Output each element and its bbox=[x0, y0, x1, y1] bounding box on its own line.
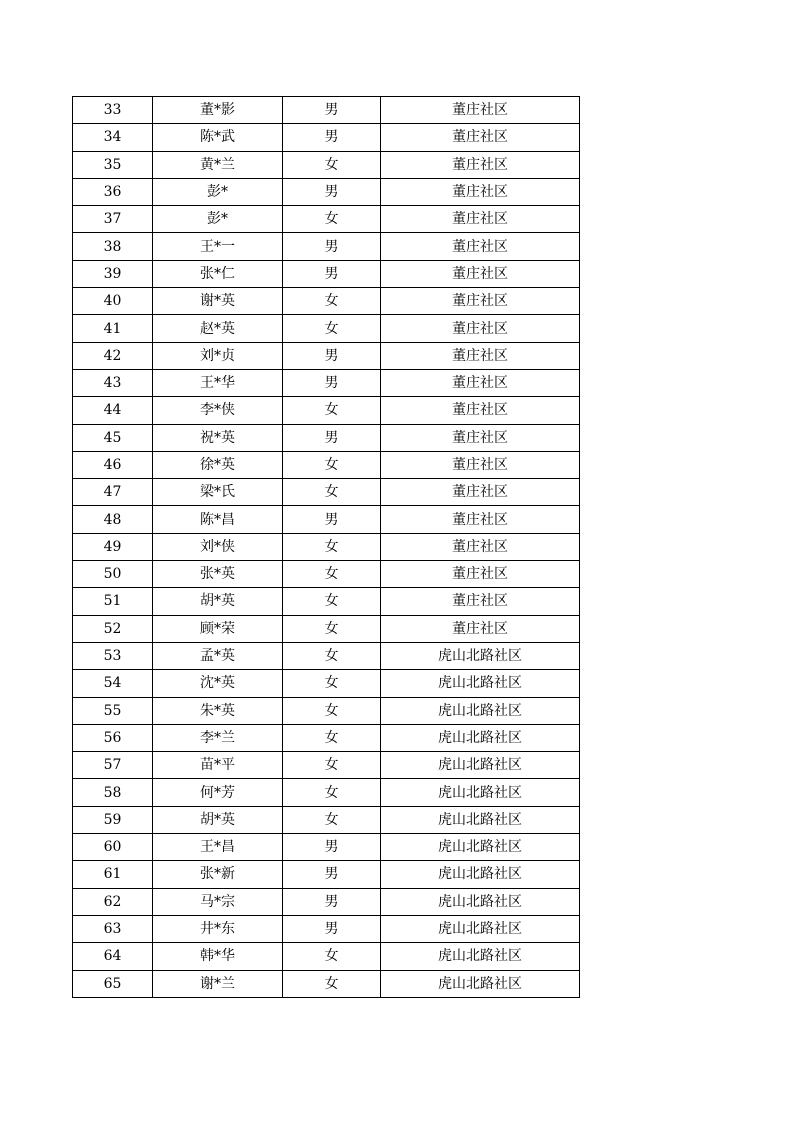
table-row bbox=[73, 397, 580, 424]
community-cell: 虎山北路社区 bbox=[381, 724, 580, 751]
gender-cell: 女 bbox=[283, 479, 381, 506]
gender-cell: 男 bbox=[283, 888, 381, 915]
name-cell: 马*宗 bbox=[153, 888, 283, 915]
name-cell: 顾*荣 bbox=[153, 615, 283, 642]
name-cell: 井*东 bbox=[153, 915, 283, 942]
row-number-cell: 45 bbox=[73, 424, 153, 451]
table-row bbox=[73, 861, 580, 888]
table-row bbox=[73, 260, 580, 287]
name-cell: 王*昌 bbox=[153, 834, 283, 861]
table-row bbox=[73, 943, 580, 970]
gender-cell: 男 bbox=[283, 124, 381, 151]
row-number-cell: 56 bbox=[73, 724, 153, 751]
community-cell: 董庄社区 bbox=[381, 206, 580, 233]
name-cell: 陈*武 bbox=[153, 124, 283, 151]
row-number-cell: 38 bbox=[73, 233, 153, 260]
table-row bbox=[73, 533, 580, 560]
row-number-cell: 64 bbox=[73, 943, 153, 970]
table-row bbox=[73, 424, 580, 451]
table-row bbox=[73, 288, 580, 315]
gender-cell: 男 bbox=[283, 861, 381, 888]
community-cell: 虎山北路社区 bbox=[381, 670, 580, 697]
name-cell: 祝*英 bbox=[153, 424, 283, 451]
table-row bbox=[73, 342, 580, 369]
name-cell: 胡*英 bbox=[153, 806, 283, 833]
table-row bbox=[73, 834, 580, 861]
community-cell: 虎山北路社区 bbox=[381, 806, 580, 833]
gender-cell: 女 bbox=[283, 288, 381, 315]
name-cell: 李*侠 bbox=[153, 397, 283, 424]
row-number-cell: 40 bbox=[73, 288, 153, 315]
community-cell: 董庄社区 bbox=[381, 124, 580, 151]
row-number-cell: 55 bbox=[73, 697, 153, 724]
gender-cell: 男 bbox=[283, 915, 381, 942]
gender-cell: 女 bbox=[283, 752, 381, 779]
row-number-cell: 50 bbox=[73, 561, 153, 588]
name-cell: 孟*英 bbox=[153, 642, 283, 669]
gender-cell: 女 bbox=[283, 943, 381, 970]
table-row bbox=[73, 888, 580, 915]
community-cell: 董庄社区 bbox=[381, 615, 580, 642]
table-row bbox=[73, 752, 580, 779]
gender-cell: 男 bbox=[283, 424, 381, 451]
gender-cell: 女 bbox=[283, 151, 381, 178]
name-cell: 梁*氏 bbox=[153, 479, 283, 506]
table-row bbox=[73, 206, 580, 233]
gender-cell: 女 bbox=[283, 588, 381, 615]
table-row bbox=[73, 697, 580, 724]
row-number-cell: 36 bbox=[73, 178, 153, 205]
gender-cell: 女 bbox=[283, 206, 381, 233]
row-number-cell: 43 bbox=[73, 369, 153, 396]
table-row bbox=[73, 451, 580, 478]
table-row bbox=[73, 615, 580, 642]
gender-cell: 女 bbox=[283, 806, 381, 833]
row-number-cell: 53 bbox=[73, 642, 153, 669]
community-cell: 董庄社区 bbox=[381, 315, 580, 342]
community-cell: 董庄社区 bbox=[381, 533, 580, 560]
community-cell: 虎山北路社区 bbox=[381, 888, 580, 915]
community-cell: 董庄社区 bbox=[381, 424, 580, 451]
name-cell: 谢*英 bbox=[153, 288, 283, 315]
community-cell: 董庄社区 bbox=[381, 288, 580, 315]
name-cell: 王*华 bbox=[153, 369, 283, 396]
community-cell: 董庄社区 bbox=[381, 97, 580, 124]
community-cell: 董庄社区 bbox=[381, 151, 580, 178]
row-number-cell: 60 bbox=[73, 834, 153, 861]
table-row bbox=[73, 479, 580, 506]
community-cell: 虎山北路社区 bbox=[381, 752, 580, 779]
name-cell: 董*影 bbox=[153, 97, 283, 124]
community-cell: 董庄社区 bbox=[381, 178, 580, 205]
gender-cell: 女 bbox=[283, 724, 381, 751]
community-cell: 董庄社区 bbox=[381, 506, 580, 533]
gender-cell: 女 bbox=[283, 779, 381, 806]
row-number-cell: 34 bbox=[73, 124, 153, 151]
name-cell: 彭* bbox=[153, 178, 283, 205]
row-number-cell: 35 bbox=[73, 151, 153, 178]
gender-cell: 男 bbox=[283, 233, 381, 260]
name-cell: 刘*贞 bbox=[153, 342, 283, 369]
community-cell: 董庄社区 bbox=[381, 561, 580, 588]
gender-cell: 男 bbox=[283, 369, 381, 396]
name-cell: 沈*英 bbox=[153, 670, 283, 697]
row-number-cell: 39 bbox=[73, 260, 153, 287]
name-cell: 何*芳 bbox=[153, 779, 283, 806]
community-cell: 虎山北路社区 bbox=[381, 943, 580, 970]
table-row bbox=[73, 315, 580, 342]
gender-cell: 男 bbox=[283, 342, 381, 369]
name-cell: 苗*平 bbox=[153, 752, 283, 779]
table-row bbox=[73, 178, 580, 205]
row-number-cell: 61 bbox=[73, 861, 153, 888]
community-cell: 虎山北路社区 bbox=[381, 642, 580, 669]
name-cell: 王*一 bbox=[153, 233, 283, 260]
community-cell: 董庄社区 bbox=[381, 451, 580, 478]
community-cell: 董庄社区 bbox=[381, 588, 580, 615]
table-row bbox=[73, 506, 580, 533]
gender-cell: 男 bbox=[283, 97, 381, 124]
table-row bbox=[73, 670, 580, 697]
row-number-cell: 47 bbox=[73, 479, 153, 506]
community-cell: 董庄社区 bbox=[381, 397, 580, 424]
name-cell: 李*兰 bbox=[153, 724, 283, 751]
gender-cell: 女 bbox=[283, 533, 381, 560]
gender-cell: 女 bbox=[283, 561, 381, 588]
row-number-cell: 33 bbox=[73, 97, 153, 124]
name-cell: 赵*英 bbox=[153, 315, 283, 342]
gender-cell: 男 bbox=[283, 834, 381, 861]
table-row bbox=[73, 915, 580, 942]
row-number-cell: 46 bbox=[73, 451, 153, 478]
community-cell: 董庄社区 bbox=[381, 479, 580, 506]
table-row bbox=[73, 724, 580, 751]
community-cell: 虎山北路社区 bbox=[381, 861, 580, 888]
row-number-cell: 62 bbox=[73, 888, 153, 915]
gender-cell: 女 bbox=[283, 615, 381, 642]
gender-cell: 女 bbox=[283, 642, 381, 669]
row-number-cell: 48 bbox=[73, 506, 153, 533]
row-number-cell: 44 bbox=[73, 397, 153, 424]
row-number-cell: 57 bbox=[73, 752, 153, 779]
name-cell: 刘*侠 bbox=[153, 533, 283, 560]
row-number-cell: 52 bbox=[73, 615, 153, 642]
community-cell: 虎山北路社区 bbox=[381, 779, 580, 806]
table-row bbox=[73, 642, 580, 669]
community-cell: 董庄社区 bbox=[381, 260, 580, 287]
table-row bbox=[73, 806, 580, 833]
name-cell: 黄*兰 bbox=[153, 151, 283, 178]
table-row bbox=[73, 97, 580, 124]
community-cell: 董庄社区 bbox=[381, 233, 580, 260]
row-number-cell: 41 bbox=[73, 315, 153, 342]
name-cell: 胡*英 bbox=[153, 588, 283, 615]
row-number-cell: 37 bbox=[73, 206, 153, 233]
table-row bbox=[73, 369, 580, 396]
community-cell: 虎山北路社区 bbox=[381, 697, 580, 724]
table-row bbox=[73, 779, 580, 806]
name-cell: 陈*昌 bbox=[153, 506, 283, 533]
row-number-cell: 58 bbox=[73, 779, 153, 806]
gender-cell: 女 bbox=[283, 970, 381, 997]
table-row bbox=[73, 561, 580, 588]
roster-table bbox=[72, 96, 580, 998]
row-number-cell: 42 bbox=[73, 342, 153, 369]
community-cell: 虎山北路社区 bbox=[381, 915, 580, 942]
table-row bbox=[73, 124, 580, 151]
roster-body bbox=[73, 97, 580, 998]
table-row bbox=[73, 588, 580, 615]
gender-cell: 女 bbox=[283, 397, 381, 424]
name-cell: 谢*兰 bbox=[153, 970, 283, 997]
name-cell: 张*英 bbox=[153, 561, 283, 588]
row-number-cell: 54 bbox=[73, 670, 153, 697]
table-row bbox=[73, 151, 580, 178]
row-number-cell: 65 bbox=[73, 970, 153, 997]
table-row bbox=[73, 970, 580, 997]
name-cell: 张*新 bbox=[153, 861, 283, 888]
table-row bbox=[73, 233, 580, 260]
gender-cell: 男 bbox=[283, 506, 381, 533]
gender-cell: 女 bbox=[283, 315, 381, 342]
name-cell: 朱*英 bbox=[153, 697, 283, 724]
gender-cell: 女 bbox=[283, 670, 381, 697]
row-number-cell: 51 bbox=[73, 588, 153, 615]
community-cell: 虎山北路社区 bbox=[381, 970, 580, 997]
name-cell: 彭* bbox=[153, 206, 283, 233]
gender-cell: 男 bbox=[283, 178, 381, 205]
community-cell: 虎山北路社区 bbox=[381, 834, 580, 861]
name-cell: 张*仁 bbox=[153, 260, 283, 287]
row-number-cell: 63 bbox=[73, 915, 153, 942]
gender-cell: 女 bbox=[283, 451, 381, 478]
gender-cell: 女 bbox=[283, 697, 381, 724]
name-cell: 韩*华 bbox=[153, 943, 283, 970]
gender-cell: 男 bbox=[283, 260, 381, 287]
name-cell: 徐*英 bbox=[153, 451, 283, 478]
community-cell: 董庄社区 bbox=[381, 342, 580, 369]
row-number-cell: 49 bbox=[73, 533, 153, 560]
community-cell: 董庄社区 bbox=[381, 369, 580, 396]
row-number-cell: 59 bbox=[73, 806, 153, 833]
